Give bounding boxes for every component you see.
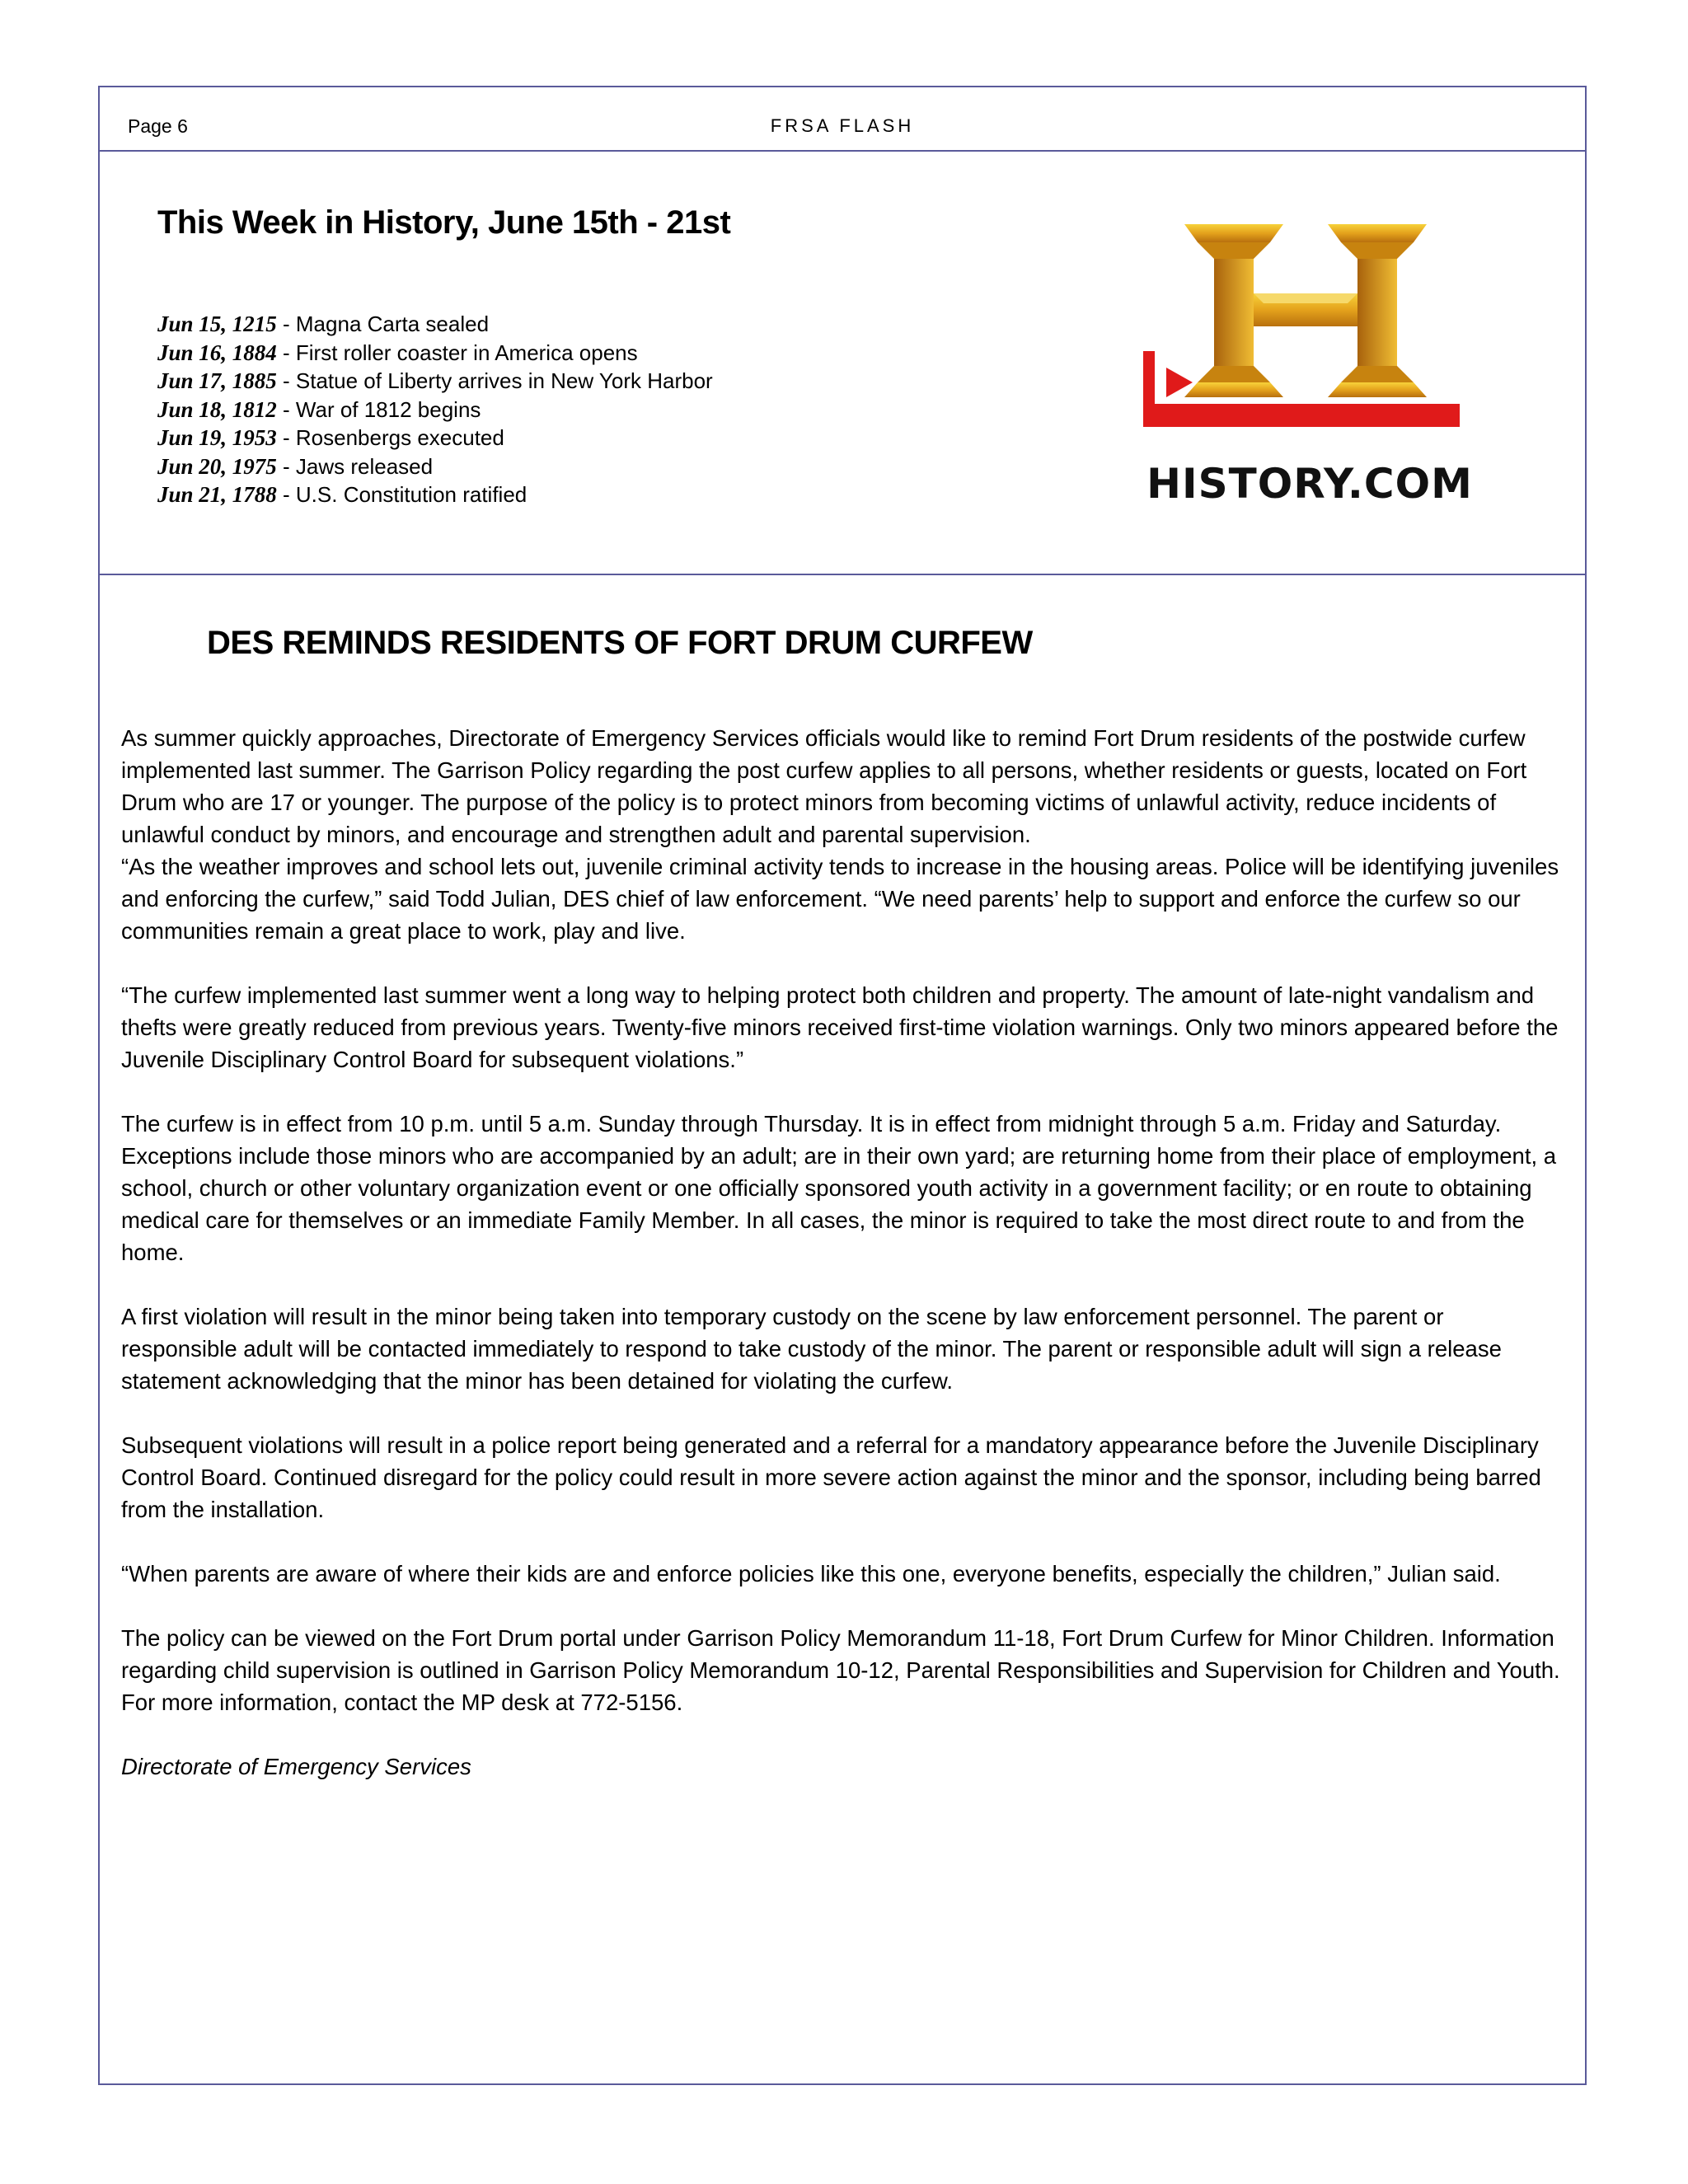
history-date: Jun 15, 1215 [157, 312, 277, 336]
article-title: DES REMINDS RESIDENTS OF FORT DRUM CURFEW [207, 625, 1033, 661]
history-date: Jun 16, 1884 [157, 340, 277, 365]
history-event: - Rosenbergs executed [276, 425, 504, 450]
article-paragraph: The policy can be viewed on the Fort Drum portal under Garrison Policy Memorandum 11-18, Fort Drum Curfew for Minor Children. Information regarding child supervision is outlined in Garrison Policy Memorandum 10-12, Parental Responsibilities and Supervision for Children and Youth. For more information, contact the MP desk at 772-5156. [121, 1625, 1560, 1715]
list-item [157, 452, 713, 481]
this-week-in-history-section [100, 152, 1585, 575]
history-date: Jun 21, 1788 [157, 482, 277, 507]
history-date: Jun 17, 1885 [157, 368, 277, 393]
list-item [157, 396, 713, 424]
article-paragraph: “As the weather improves and school lets out, juvenile criminal activity tends to increase in the housing areas. Police will be identifying juveniles and enforcing the curfew,” said Todd Julian, DES chief of law enforcement. “We need parents’ help to support and enforce the curfew so our communities remain a great place to work, play and live. [121, 854, 1559, 944]
article-paragraph: As summer quickly approaches, Directorate of Emergency Services officials would like to remind Fort Drum residents of the postwide curfew implemented last summer. The Garrison Policy regarding the post curfew applies to all persons, whether residents or guests, located on Fort Drum who are 17 or younger. The purpose of the policy is to protect minors from becoming victims of unlawful activity, reduce incidents of unlawful conduct by minors, and encourage and strengthen adult and parental supervision. [121, 725, 1527, 847]
list-item [157, 310, 713, 339]
history-event: - Jaws released [276, 453, 434, 479]
article-paragraph: Subsequent violations will result in a police report being generated and a referral for a mandatory appearance before the Juvenile Disciplinary Control Board. Continued disregard for the policy could result in more severe action against the minor and the sponsor, including being barred from the installation. [121, 1432, 1541, 1522]
history-event: - First roller coaster in America opens [276, 340, 638, 365]
history-date: Jun 18, 1812 [157, 396, 277, 422]
publication-name: FRSA FLASH [770, 115, 915, 136]
article-paragraph: The curfew is in effect from 10 p.m. until 5 a.m. Sunday through Thursday. It is in effect from midnight through 5 a.m. Friday and Saturday. Exceptions include those minors who are accompanied by an adult; are in their own yard; are returning home from their place of employment, a school, church or other voluntary organization event or one officially sponsored youth activity in a government facility; or en route to obtaining medical care for themselves or an immediate Family Member. In all cases, the minor is required to take the most direct route to and from the home. [121, 1111, 1557, 1265]
article-paragraph: “The curfew implemented last summer went a long way to helping protect both children and property. The amount of late-night vandalism and thefts were greatly reduced from previous years. Twenty-five minors received first-time violation warnings. Only two minors appeared before the Juvenile Disciplinary Control Board for subsequent violations.” [121, 982, 1559, 1072]
page-frame [98, 86, 1587, 2085]
page-header [100, 87, 1585, 152]
history-logo [1137, 221, 1483, 509]
article-signature: Directorate of Emergency Services [121, 1754, 471, 1779]
history-h-icon [1137, 221, 1483, 468]
history-event: - U.S. Constitution ratified [276, 482, 528, 507]
history-event: - War of 1812 begins [276, 396, 481, 422]
page-number: Page 6 [128, 115, 188, 137]
history-date: Jun 20, 1975 [157, 453, 277, 479]
list-item [157, 339, 713, 368]
history-title: This Week in History, June 15th - 21st [157, 204, 731, 241]
history-event: - Statue of Liberty arrives in New York Harbor [276, 368, 713, 393]
history-list [157, 310, 713, 509]
article-body [121, 722, 1564, 1783]
list-item [157, 480, 713, 509]
list-item [157, 424, 713, 452]
article-paragraph: “When parents are aware of where their kids are and enforce policies like this one, everyone benefits, especially the children,” Julian said. [121, 1561, 1501, 1586]
history-logo-text: HISTORY.COM [1146, 460, 1473, 508]
history-event: - Magna Carta sealed [276, 312, 490, 336]
article-paragraph: A first violation will result in the minor being taken into temporary custody on the scene by law enforcement personnel. The parent or responsible adult will be contacted immediately to respond to take custody of the minor. The parent or responsible adult will sign a release statement acknowledging that the minor has been detained for violating the curfew. [121, 1304, 1502, 1394]
history-date: Jun 19, 1953 [157, 425, 277, 450]
list-item [157, 367, 713, 396]
